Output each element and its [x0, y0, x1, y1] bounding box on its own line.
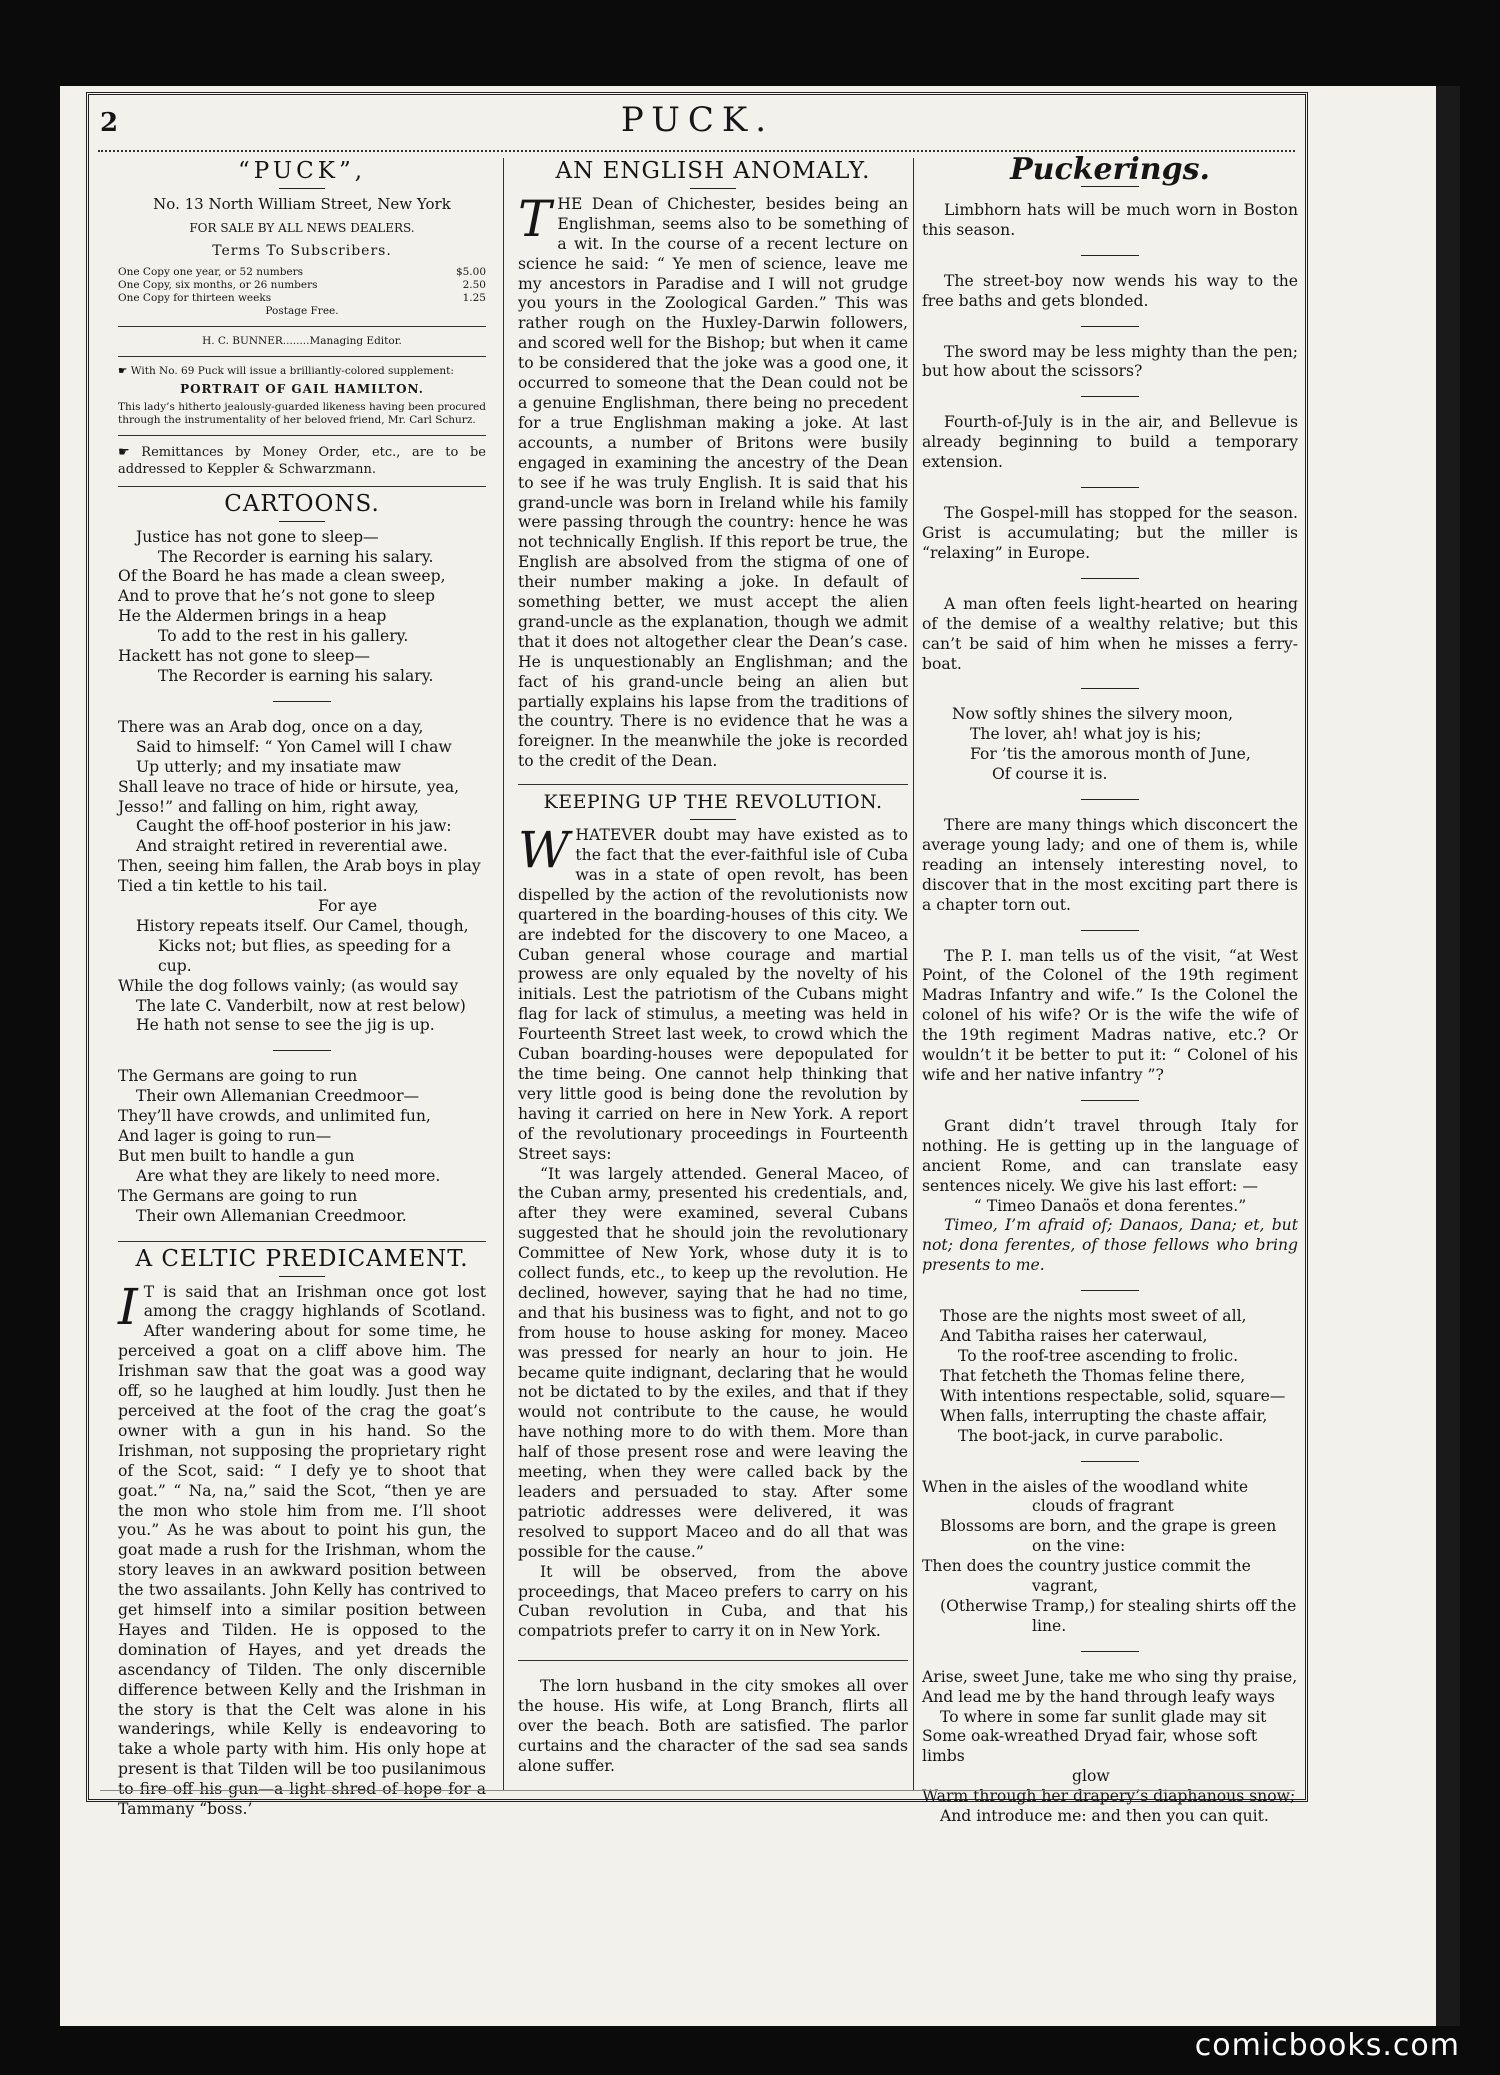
portrait-title: PORTRAIT OF GAIL HAMILTON. — [180, 381, 424, 396]
remittances: ☛ Remittances by Money Order, etc., are to be addressed to Keppler & Schwarzmann. — [118, 444, 486, 477]
editor-line: H. C. BUNNER........Managing Editor. — [202, 334, 402, 347]
notice-body: This lady’s hitherto jealously-guarded likeness having been procured through the instrumentality of her beloved friend, Mr. Carl Schurz. — [118, 400, 486, 426]
masthead — [100, 100, 1295, 142]
watermark: comicbooks.com — [1194, 2028, 1460, 2063]
anomaly-heading: AN ENGLISH ANOMALY. — [555, 158, 871, 184]
puckering-item: The Gospel-mill has stopped for the season. Grist is accumulating; but the miller is “relaxing” in Europe. — [922, 504, 1298, 562]
column-1 — [118, 158, 486, 1819]
column-2 — [518, 158, 908, 1790]
divider — [518, 1660, 908, 1661]
terms-heading: Terms To Subscribers. — [212, 242, 392, 259]
divider — [279, 188, 325, 189]
price-row: One Copy, six months, or 26 numbers 2.50 — [118, 278, 486, 291]
for-sale: FOR SALE BY ALL NEWS DEALERS. — [189, 220, 415, 235]
puckering-item: The street-boy now wends his way to the free baths and gets blonded. — [922, 271, 1298, 310]
supplement-notice: ☛ With No. 69 Puck will issue a brilliantly-colored supplement: — [118, 364, 454, 377]
puckering-item: Limbhorn hats will be much worn in Boston this season. — [922, 200, 1298, 239]
divider — [1081, 487, 1139, 488]
poem-germans: The Germans are going to run Their own Allemanian Creedmoor— They’ll have crowds, and unlimited fun, And lager is going to run— But men built to handle a gun Are what they are likely to need more. The Germans are going to run Their own Allemanian Creedmoor. — [118, 1067, 441, 1225]
bottom-rule — [100, 1790, 1295, 1791]
divider — [1081, 1461, 1139, 1462]
poem-woodland: When in the aisles of the woodland white clouds of fragrant Blossoms are born, and the grape is green on the vine: Then does the country justice commit the vagrant, (Otherwise Tramp,) for stealing shirts off the line. — [922, 1477, 1297, 1635]
divider — [1081, 688, 1139, 689]
poem-nights: Those are the nights most sweet of all, And Tabitha raises her caterwaul, To the roof-tree ascending to frolic. That fetcheth the Thomas feline there, With intentions respectable, solid, square— When falls, interrupting the chaste affair, The boot-jack, in curve parabolic. — [940, 1307, 1286, 1445]
divider — [273, 701, 331, 702]
postage: Postage Free. — [265, 304, 339, 317]
column-rule — [503, 158, 504, 1790]
puckering-item: A man often feels light-hearted on hearing of the demise of a wealthy relative; but this can’t be said of him when he misses a ferry-boat. — [922, 594, 1298, 673]
divider — [118, 1241, 486, 1242]
anomaly-article: T HE Dean of Chichester, besides being an Englishman, seems also to be something of a wit. In the course of a recent lecture on science he said: “ Ye men of science, leave me my ancestors in Paradise and I will not grudge you yours in the Zoological Garden.” This was rather rough on the Huxley-Darwin followers, and scored well for the Bishop; but when it came to be considered that the joke was a good one, it occurred to someone that the Dean could not be a genuine Englishman, there being no precedent for a true Englishman making a joke. At last accounts, a number of Britons were busily engaged in examining the ancestry of the Dean to see if he was truly English. It is said that his grand-uncle was born in Ireland while his family were passing through the country: hence he was not technically English. If this report be true, the English are absolved from the stigma of one of their number making a joke. In default of something better, we must accept the alien grand-uncle as the explanation, though we admit that it does not altogether clear the Dean’s case. He is unquestionably an Englishman; and the fact of his grand-uncle being an alien but partially explains his lapse from the traditions of the country. There is no evidence that he was a foreigner. In the meanwhile the joke is recorded to the credit of the Dean. — [518, 189, 908, 771]
grant-item: Grant didn’t travel through Italy for nothing. He is getting up in the language of ancient Rome, and can translate easy sentences nicely. We give his last effort: — “ Timeo Danaös et dona ferentes.” Timeo, I’m afraid of; Danaos, Dana; et, but not; dona ferentes, of those fellows who bring presents to me. — [922, 1116, 1298, 1275]
divider — [118, 356, 486, 357]
drop-cap: I — [118, 1277, 138, 1336]
column-3 — [922, 152, 1298, 1826]
divider — [1081, 1651, 1139, 1652]
poem-moon: Now softly shines the silvery moon, The lover, ah! what joy is his; For ’tis the amorous month of June, Of course it is. — [952, 705, 1251, 784]
price-row: One Copy one year, or 52 numbers $5.00 — [118, 265, 486, 278]
address: No. 13 North William Street, New York — [153, 194, 451, 213]
revolution-heading: KEEPING UP THE REVOLUTION. — [543, 791, 883, 814]
divider — [690, 819, 736, 820]
cartoons-heading: CARTOONS. — [224, 490, 380, 517]
poem-arab-dog: There was an Arab dog, once on a day, Said to himself: “ Yon Camel will I chaw Up utterly; and my insatiate maw Shall leave no trace of hide or hirsute, yea, Jesso!” and falling on him, right away, Caught the off-hoof posterior in his jaw: And straight retired in reverential awe. Then, seeing him fallen, the Arab boys in play Tied a tin kettle to his tail. For aye History repeats itself. Our Camel, though, Kicks not; but flies, as speeding for a cup. While the dog follows vainly; (as would say The late C. Vanderbilt, now at rest below) He hath not sense to see the jig is up. — [118, 717, 481, 1035]
celtic-article: I T is said that an Irishman once got lost among the craggy highlands of Scotland. After wandering about for some time, he perceived a goat on a cliff above him. The Irishman saw that the goat was a good way off, so he laughed at him loudly. Just then he perceived at the foot of the crag the goat’s owner with a gun in his hand. So the Irishman, not supposing the proprietary right of the Scot, said: “ I defy ye to shoot that goat.” “ Na, na,” said the Scot, “then ye are the mon who stole him from me. I’ll shoot you.” As he was about to point his gun, the goat made a rush for the Irishman, whom the story leaves in an awkward position between the two assailants. John Kelly has contrived to get himself into a similar position between Hayes and Tilden. He is opposed to the domination of Hayes, and yet dreads the ascendancy of Tilden. The only discernible difference between Kelly and the Irishman in the story is that the Celt was alone in his wanderings, while Kelly is endeavoring to take a whole party with him. His only hope at present is that Tilden will be too pusilanimous to fire off his gun—a light shred of hope for a Tammany “boss.’ — [118, 1277, 486, 1819]
puckering-item: The P. I. man tells us of the visit, “at West Point, of the Colonel of the 19th regiment Madras Infantry and wife.” Is the Colonel the colonel of his wife? Or is the wife the wife of the 19th regiment Madras native, etc.? Or wouldn’t it be better to put it: “ Colonel of his wife and her native infantry ”? — [922, 946, 1298, 1084]
lorn-husband-item: The lorn husband in the city smokes all over the house. His wife, at Long Branch, flirts all over the beach. Both are satisfied. The parlor curtains and the character of the sad sea sands alone suffer. — [518, 1677, 908, 1775]
divider — [1081, 1100, 1139, 1101]
price-row: One Copy for thirteen weeks 1.25 — [118, 291, 486, 304]
divider — [1081, 396, 1139, 397]
drop-cap: W — [518, 821, 570, 880]
puckering-item: Fourth-of-July is in the air, and Bellevue is already beginning to build a temporary extension. — [922, 413, 1298, 472]
page-number: 2 — [100, 108, 119, 138]
divider — [1081, 799, 1139, 800]
puckering-item: The sword may be less mighty than the pen; but how about the scissors? — [922, 342, 1298, 381]
poem-justice: Justice has not gone to sleep— The Recorder is earning his salary. Of the Board he has made a clean sweep, And to prove that he’s not gone to sleep He the Aldermen brings in a heap To add to the rest in his gallery. Hackett has not gone to sleep— The Recorder is earning his salary. — [118, 527, 446, 685]
page-spine — [1436, 86, 1460, 2026]
poem-june: Arise, sweet June, take me who sing thy praise, And lead me by the hand through leafy ways To where in some far sunlit glade may sit Some oak-wreathed Dryad fair, whose soft limbs glow Warm through her drapery’s diaphanous snow; And introduce me: and then you can quit. — [922, 1667, 1298, 1826]
celtic-heading: A CELTIC PREDICAMENT. — [135, 1245, 469, 1272]
drop-cap: T — [518, 189, 552, 248]
divider — [279, 1276, 325, 1277]
divider — [1081, 578, 1139, 579]
divider — [690, 188, 736, 189]
divider — [118, 326, 486, 327]
puckering-item: There are many things which disconcert the average young lady; and one of them is, while reading an intensely interesting novel, to discover that in the most exciting part there is a chapter torn out. — [922, 816, 1298, 914]
divider — [279, 521, 325, 522]
revolution-article: W HATEVER doubt may have existed as to the fact that the ever-faithful isle of Cuba was in a state of open revolt, has been dispelled by the action of the revolutionists now quartered in the boarding-houses of this city. We are indebted for the discovery to one Maceo, a Cuban general whose courage and martial prowess are only equaled by the novelty of his initials. Lest the patriotism of the Cubans might flag for lack of stimulus, a meeting was held in Fourteenth Street last week, to crowd which the Cuban boarding-houses were depopulated for the time being. One cannot help thinking that very little good is being done the revolution by having it carried on here in New York. A report of the revolutionary proceedings in Fourteenth Street says: “It was largely attended. General Maceo, of the Cuban army, presented his credentials, and, after they were examined, several Cubans suggested that he should join the revolutionary Committee of New York, whose duty it is to collect funds, etc., to keep up the revolution. He declined, however, saying that he had no time, and that his business was to fight, and not to go from house to house asking for money. Maceo was pressed for nearly an hour to join. He became quite indignant, declaring that he would not be dictated to by the exiles, and that if they would not contribute to the cause, he would have nothing more to do with them. More than half of those present rose and were leaving the meeting, when they were called back by the leaders and persuaded to stay. After some patriotic addresses were delivered, it was resolved to support Maceo and do all that was possible for the cause.” It will be observed, from the above proceedings, that Maceo prefers to carry on his Cuban revolution in Cuba, and that his compatriots prefer to carry it on in New York. — [518, 821, 908, 1641]
column-rule — [913, 158, 914, 1790]
divider — [1081, 326, 1139, 327]
divider — [1081, 255, 1139, 256]
pointing-hand-icon: ☛ — [118, 364, 128, 377]
divider — [518, 784, 908, 785]
divider — [273, 1050, 331, 1051]
puck-heading: “PUCK”, — [237, 158, 367, 184]
divider — [118, 435, 486, 436]
puckerings-heading: Puckerings. — [1010, 152, 1210, 187]
divider — [1081, 930, 1139, 931]
divider — [1081, 1290, 1139, 1291]
price-list — [118, 266, 486, 305]
masthead-title: PUCK. — [620, 100, 775, 140]
divider — [118, 486, 486, 487]
pointing-hand-icon: ☛ — [118, 444, 130, 460]
